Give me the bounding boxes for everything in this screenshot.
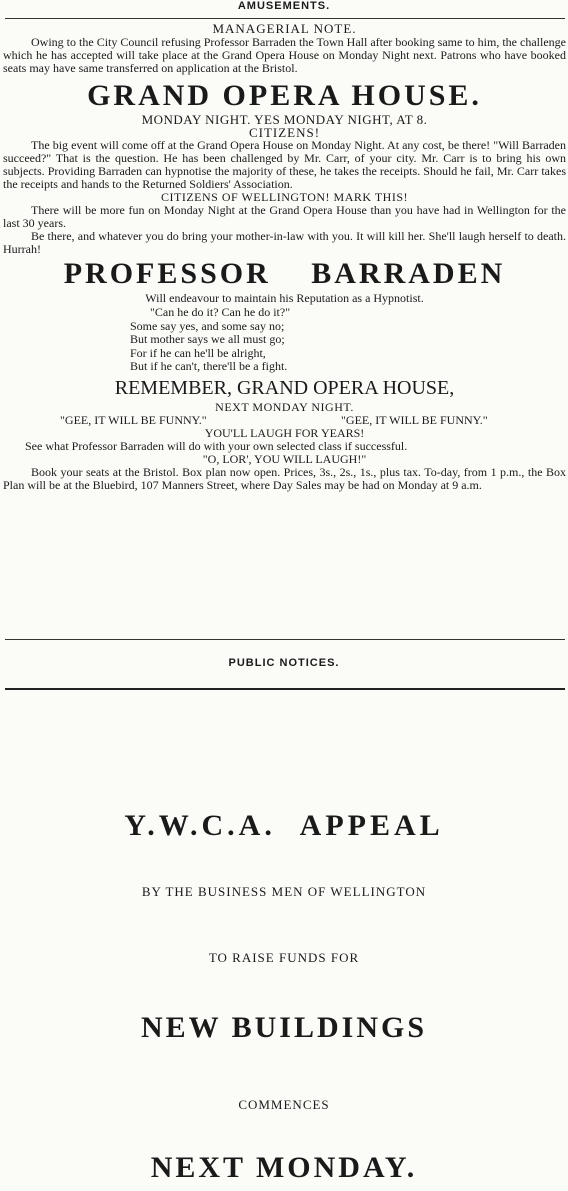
body-paragraph-3: Be there, and whatever you do bring your mother-in-law with you. It will kill her. She'll laugh herself to death. Hurrah! — [3, 229, 566, 256]
body-paragraph-1: The big event will come off at the Grand Opera House on Monday Night. At any cost, be there! "Will Barraden succeed?" That is the question. He has been challenged by Mr. Carr, of your city. Mr. Carr is to bring his own subjects. Providing Barraden can hypnotise the majority of these, he takes the receipts. Should he fail, Mr. Carr takes the receipts and hands to the Returned Soldiers' Association. — [3, 138, 566, 191]
subhead-monday-night: MONDAY NIGHT. YES MONDAY NIGHT, AT 8. — [141, 112, 428, 127]
amusements-column — [3, 22, 566, 492]
verse-line: Some say yes, and some say no; — [130, 318, 285, 333]
commences-line: COMMENCES — [238, 1097, 330, 1112]
body-paragraph-2: There will be more fun on Monday Night at the Grand Opera House than you have had in Wellington for the last 30 years. — [3, 203, 566, 230]
performer-name: PROFESSOR BARRADEN — [63, 257, 506, 290]
managerial-heading: MANAGERIAL NOTE. — [212, 21, 357, 36]
o-lor-line: "O, LOR', YOU WILL LAUGH!" — [202, 451, 367, 466]
public-notices-rule — [5, 688, 565, 690]
subhead-citizens: CITIZENS! — [248, 125, 321, 140]
funny-left: "GEE, IT WILL BE FUNNY." — [60, 412, 207, 427]
headline-grand-opera-house: GRAND OPERA HOUSE. — [87, 79, 482, 112]
verse-line: For if he can he'll be alright, — [130, 345, 266, 360]
remember-line: REMEMBER, GRAND OPERA HOUSE, — [114, 376, 455, 399]
raise-funds-line: TO RAISE FUNDS FOR — [208, 950, 360, 965]
ywca-appeal-title: Y.W.C.A. APPEAL — [124, 809, 444, 842]
citizens-line: CITIZENS OF WELLINGTON! MARK THIS! — [161, 190, 408, 204]
funny-row — [3, 414, 566, 427]
bottom-rule-amusements — [5, 639, 565, 640]
business-men-line: BY THE BUSINESS MEN OF WELLINGTON — [141, 884, 427, 899]
endeavour-line: Will endeavour to maintain his Reputation as a Hypnotist. — [145, 291, 424, 305]
new-buildings: NEW BUILDINGS — [140, 1011, 428, 1044]
verse-line: "Can he do it? Can he do it?" — [150, 305, 291, 319]
laugh-years: YOU'LL LAUGH FOR YEARS! — [204, 425, 365, 440]
amusements-section-title: AMUSEMENTS. — [237, 0, 331, 12]
next-monday-night: NEXT MONDAY NIGHT. — [215, 399, 354, 414]
top-rule — [5, 18, 565, 19]
booking-paragraph: Book your seats at the Bristol. Box plan now open. Prices, 3s., 2s., 1s., plus tax. To-day, from 1 p.m., the Box Plan will be at the Bluebird, 107 Manners Street, where Day Sales may be had on Monday at 9 a.m. — [3, 464, 566, 492]
funny-right: "GEE, IT WILL BE FUNNY." — [341, 412, 488, 427]
see-what-line: See what Professor Barraden will do with your own selected class if successful. — [25, 438, 408, 453]
verse-line: But mother says we all must go; — [130, 332, 285, 346]
public-notices-section-title: PUBLIC NOTICES. — [228, 657, 340, 669]
managerial-body: Owing to the City Council refusing Professor Barraden the Town Hall after booking same to him, the challenge which he has accepted will take place at the Grand Opera House on Monday Night next. Patrons who have booked seats may have same transferred on application at the Bristol. — [3, 35, 566, 75]
next-monday-headline: NEXT MONDAY. — [150, 1151, 418, 1184]
verse-line: But if he can't, there'll be a fight. — [130, 359, 288, 373]
verse-block — [3, 306, 566, 374]
